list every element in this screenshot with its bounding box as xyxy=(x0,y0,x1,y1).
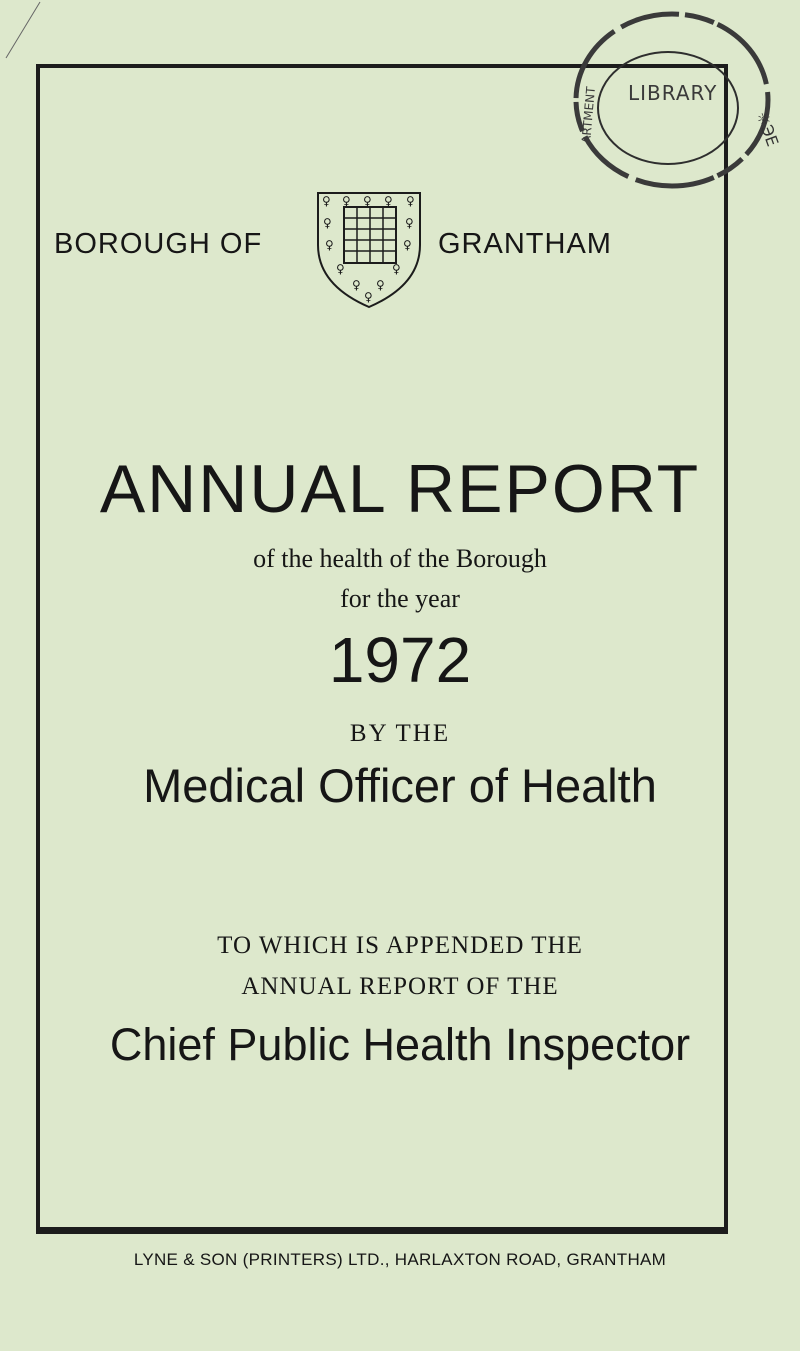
subtitle-line-1: of the health of the Borough xyxy=(253,544,547,573)
svg-text:♀: ♀ xyxy=(403,238,412,252)
svg-text:♀: ♀ xyxy=(405,216,414,230)
appended-line-2: ANNUAL REPORT OF THE xyxy=(241,973,559,1000)
stamp-library-text: LIBRARY xyxy=(628,81,718,105)
svg-text:☼ЭЕ: ☼ЭЕ xyxy=(752,108,783,149)
borough-crest-icon xyxy=(314,185,424,310)
svg-text:♀: ♀ xyxy=(406,194,415,208)
svg-text:♀: ♀ xyxy=(352,278,361,292)
report-year: 1972 xyxy=(328,624,472,696)
svg-text:♀: ♀ xyxy=(384,194,393,208)
svg-text:♀: ♀ xyxy=(364,290,373,304)
svg-text:♀: ♀ xyxy=(325,238,334,252)
subtitle-line-2: for the year xyxy=(340,584,460,613)
printer-imprint: LYNE & SON (PRINTERS) LTD., HARLAXTON ROAD, GRANTHAM xyxy=(133,1250,667,1269)
svg-text:♀: ♀ xyxy=(376,278,385,292)
library-stamp xyxy=(560,4,790,200)
stamp-ring-text: ARTMENT xyxy=(579,86,598,145)
header-grantham: GRANTHAM xyxy=(438,228,612,260)
svg-text:♀: ♀ xyxy=(336,262,345,276)
svg-text:♀: ♀ xyxy=(342,194,351,208)
appended-author-inspector: Chief Public Health Inspector xyxy=(109,1019,691,1070)
svg-text:♀: ♀ xyxy=(322,194,331,208)
author-medical-officer: Medical Officer of Health xyxy=(143,759,657,812)
by-line: BY THE xyxy=(349,720,451,747)
appended-line-1: TO WHICH IS APPENDED THE xyxy=(217,932,583,959)
svg-text:♀: ♀ xyxy=(323,216,332,230)
pencil-mark xyxy=(4,0,44,60)
svg-text:♀: ♀ xyxy=(363,194,372,208)
report-title: ANNUAL REPORT xyxy=(99,451,701,527)
header-borough-of: BOROUGH OF xyxy=(54,228,263,260)
svg-text:♀: ♀ xyxy=(392,262,401,276)
